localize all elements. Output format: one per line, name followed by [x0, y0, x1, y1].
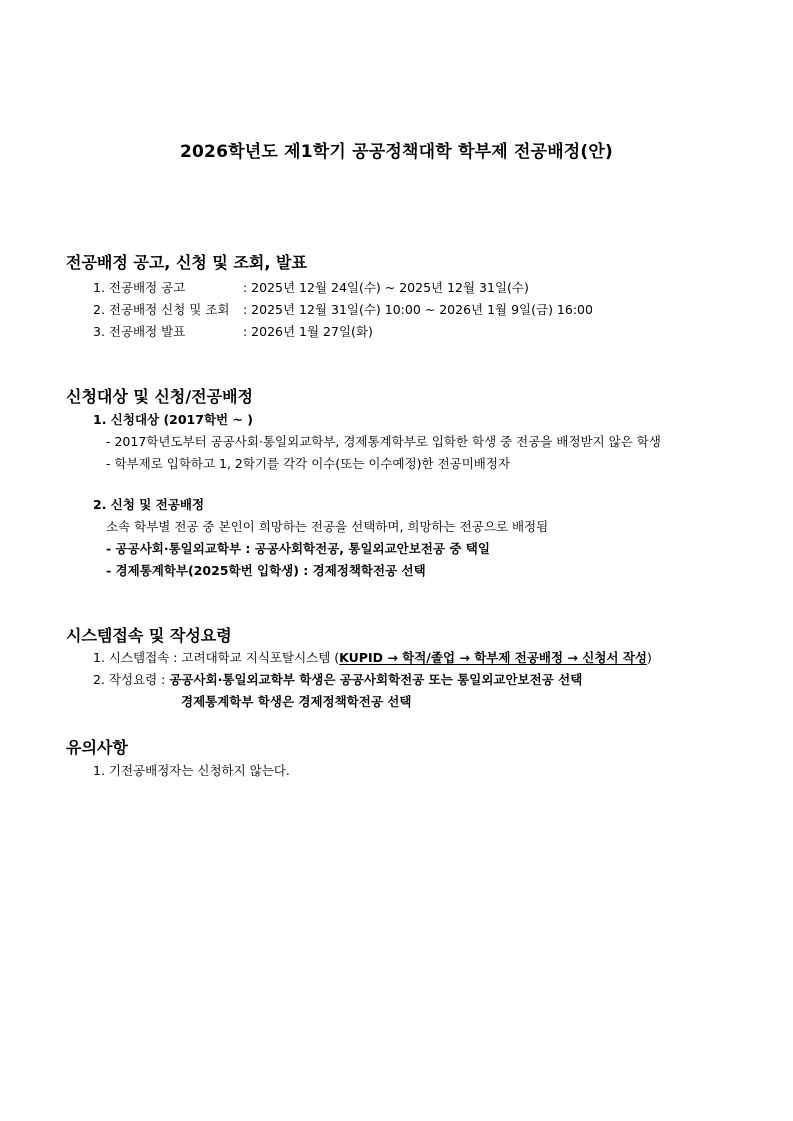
list-item: - 학부제로 입학하고 1, 2학기를 각각 이수(또는 이수예정)한 전공미배정자: [106, 456, 511, 471]
writing-guide-prefix: 2. 작성요령 :: [93, 672, 170, 687]
document-title: 2026학년도 제1학기 공공정책대학 학부제 전공배정(안): [180, 142, 613, 162]
note-item: 1. 기전공배정자는 신청하지 않는다.: [93, 763, 290, 778]
schedule-row: [93, 300, 593, 318]
list-item: - 2017학년도부터 공공사회·통일외교학부, 경제통계학부로 입학한 학생 중 전공을 배정받지 않은 학생: [106, 434, 661, 449]
schedule-label: 3. 전공배정 발표: [93, 324, 186, 339]
schedule-label: 1. 전공배정 공고: [93, 280, 186, 295]
paragraph: 소속 학부별 전공 중 본인이 희망하는 전공을 선택하며, 희망하는 전공으로 배정됨: [106, 519, 549, 534]
subsection-title: 2. 신청 및 전공배정: [93, 497, 205, 512]
schedule-label: 2. 전공배정 신청 및 조회: [93, 302, 230, 317]
schedule-value: : 2025년 12월 31일(수) 10:00 ~ 2026년 1월 9일(금) 16:00: [243, 302, 593, 317]
section-heading-system-access: 시스템접속 및 작성요령: [66, 626, 232, 645]
schedule-value: : 2026년 1월 27일(화): [243, 324, 373, 339]
system-access-suffix: ): [646, 650, 652, 665]
subsection-title: 1. 신청대상 (2017학번 ~ ): [93, 412, 253, 427]
writing-guide-line: 경제통계학부 학생은 경제정책학전공 선택: [181, 694, 412, 709]
writing-guide-item: [93, 670, 582, 688]
schedule-row: [93, 322, 373, 340]
writing-guide-line: 공공사회·통일외교학부 학생은 공공사회학전공 또는 통일외교안보전공 선택: [169, 672, 583, 687]
schedule-value: : 2025년 12월 24일(수) ~ 2025년 12월 31일(수): [243, 280, 529, 295]
section-heading-notes: 유의사항: [66, 738, 128, 757]
list-item: - 공공사회·통일외교학부 : 공공사회학전공, 통일외교안보전공 중 택일: [106, 541, 490, 556]
kupid-path-link[interactable]: KUPID → 학적/졸업 → 학부제 전공배정 → 신청서 작성: [339, 650, 647, 665]
section-heading-eligibility: 신청대상 및 신청/전공배정: [66, 387, 254, 406]
section-heading-announcement: 전공배정 공고, 신청 및 조회, 발표: [66, 253, 307, 272]
system-access-prefix: 1. 시스템접속 : 고려대학교 지식포탈시스템 (: [93, 650, 340, 665]
list-item: - 경제통계학부(2025학번 입학생) : 경제정책학전공 선택: [106, 563, 426, 578]
system-access-item: [93, 648, 652, 666]
schedule-row: [93, 278, 529, 296]
